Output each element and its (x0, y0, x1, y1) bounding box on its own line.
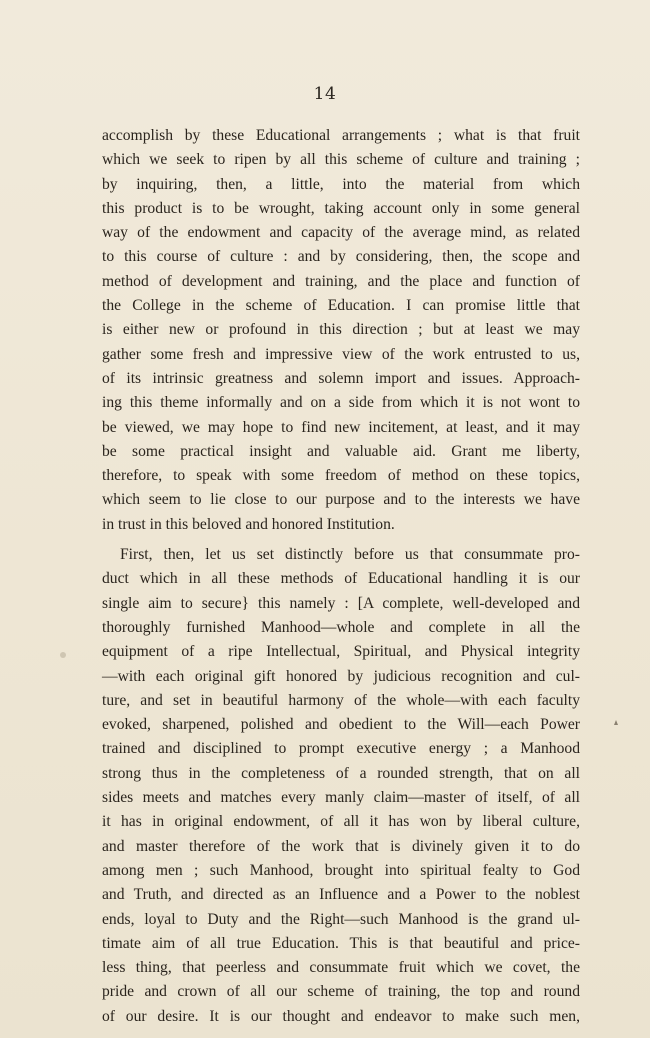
text-line: single aim to secure} this namely : [A complete, well-developed and (102, 594, 580, 612)
text-line: and master therefore of the work that is divinely given it to do (102, 837, 580, 855)
text-line: to this course of culture : and by considering, then, the scope and (102, 248, 580, 266)
text-line: therefore, to speak with some freedom of method on these topics, (102, 467, 580, 485)
body-text (102, 124, 580, 1029)
text-line: strong thus in the completeness of a rounded strength, that on all (102, 764, 580, 782)
text-line: is either new or profound in this direction ; but at least we may (102, 321, 580, 339)
text-line: sides meets and matches every manly claim—master of itself, of all (102, 789, 580, 807)
paragraph-last-line: in trust in this beloved and honored Institution. (102, 515, 395, 533)
text-line: ing this theme informally and on a side from which it is not wont to (102, 394, 580, 412)
text-line: be some practical insight and valuable aid. Grant me liberty, (102, 442, 580, 460)
text-line: duct which in all these methods of Educational handling it is our (102, 570, 580, 588)
text-line: method of development and training, and the place and function of (102, 272, 580, 290)
text-line: ture, and set in beautiful harmony of the whole—with each faculty (102, 691, 580, 709)
text-line: timate aim of all true Education. This is that beautiful and price- (102, 934, 580, 952)
text-line: evoked, sharpened, polished and obedient to the Will—each Power (102, 716, 580, 734)
text-line: accomplish by these Educational arrangements ; what is that fruit (102, 127, 580, 144)
text-line: this product is to be wrought, taking account only in some general (102, 199, 580, 217)
text-line: among men ; such Manhood, brought into spiritual fealty to God (102, 861, 580, 879)
text-line: ends, loyal to Duty and the Right—such Manhood is the grand ul- (102, 910, 580, 928)
text-line: the College in the scheme of Education. I can promise little that (102, 297, 580, 315)
text-line: —with each original gift honored by judicious recognition and cul- (102, 667, 580, 685)
text-line: way of the endowment and capacity of the average mind, as related (102, 224, 580, 242)
text-line: be viewed, we may hope to find new incitement, at least, and it may (102, 418, 580, 436)
text-line: equipment of a ripe Intellectual, Spiritual, and Physical integrity (102, 643, 580, 661)
paper-mark (614, 720, 618, 725)
text-line: of its intrinsic greatness and solemn import and issues. Approach- (102, 369, 580, 387)
text-line: and Truth, and directed as an Influence and a Power to the noblest (102, 886, 580, 904)
page-number: 14 (313, 84, 337, 104)
paper-spot (60, 652, 66, 658)
text-line: trained and disciplined to prompt executive energy ; a Manhood (102, 740, 580, 758)
text-line: pride and crown of all our scheme of training, the top and round (102, 983, 580, 1001)
text-line: less thing, that peerless and consummate fruit which we covet, the (102, 959, 580, 977)
paragraph-first-line: First, then, let us set distinctly before us that consummate pro- (120, 546, 580, 564)
text-line: by inquiring, then, a little, into the material from which (102, 175, 580, 193)
text-line: it has in original endowment, of all it has won by liberal culture, (102, 813, 580, 831)
text-line: thoroughly furnished Manhood—whole and complete in all the (102, 618, 580, 636)
text-line: gather some fresh and impressive view of the work entrusted to us, (102, 345, 580, 363)
text-line: which we seek to ripen by all this scheme of culture and training ; (102, 151, 580, 169)
text-line: of our desire. It is our thought and endeavor to make such men, (102, 1007, 580, 1025)
text-line: which seem to lie close to our purpose and to the interests we have (102, 491, 580, 509)
